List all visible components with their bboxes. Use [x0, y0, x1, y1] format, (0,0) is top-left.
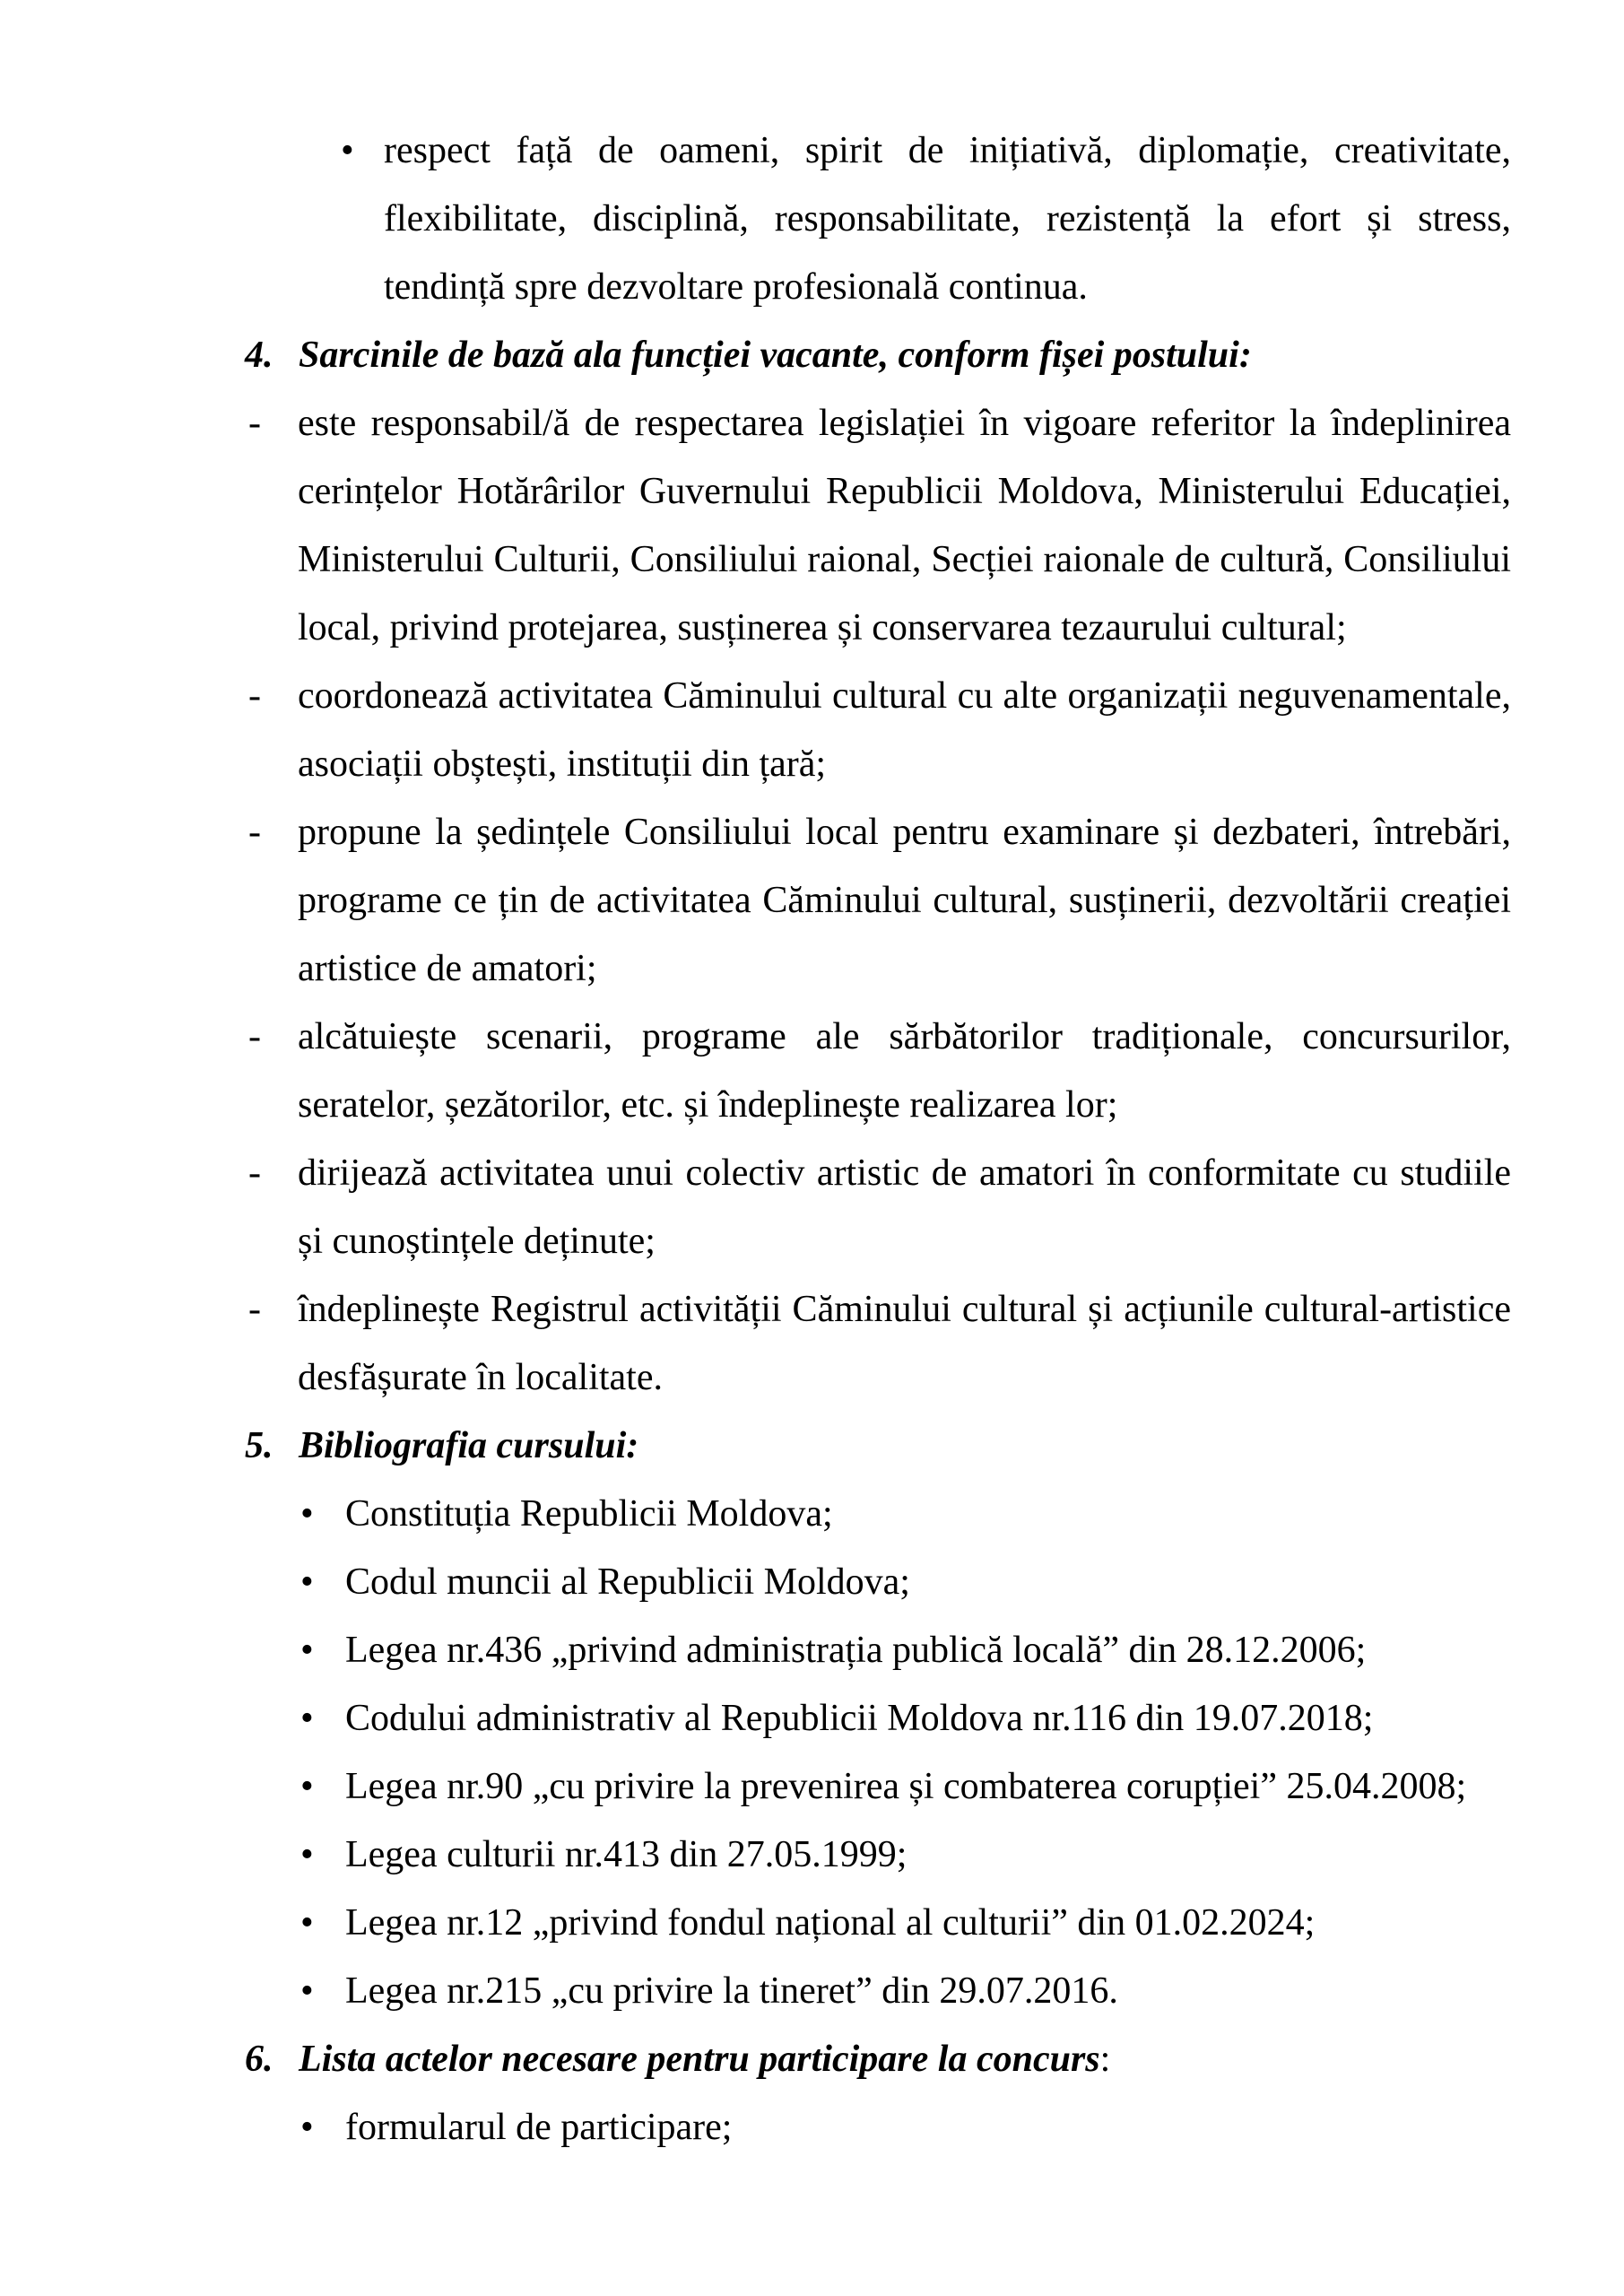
section-number: 6.: [245, 2039, 274, 2080]
list-item-text: Legea culturii nr.413 din 27.05.1999;: [345, 1834, 908, 1875]
section-number: 4.: [245, 335, 274, 376]
section-title: Lista actelor necesare pentru participare la concurs: [299, 2039, 1100, 2080]
list-item: [0, 1480, 1511, 1548]
list-item-text: Codului administrativ al Republicii Moldova nr.116 din 19.07.2018;: [345, 1698, 1374, 1739]
bullet-icon: •: [300, 1970, 314, 2012]
list-item-text: Codul muncii al Republicii Moldova;: [345, 1561, 910, 1603]
dash-icon: -: [248, 812, 261, 853]
section-number: 5.: [245, 1425, 274, 1466]
list-item: [0, 1275, 1511, 1412]
list-item: [0, 1003, 1511, 1139]
list-item-text: Legea nr.90 „cu privire la prevenirea și combaterea corupției” 25.04.2008;: [345, 1766, 1467, 1807]
list-item-text: îndeplinește Registrul activității Căminului cultural și acțiunile cultural-artistice desfășurate în localitate.: [298, 1289, 1511, 1398]
list-item: [0, 1616, 1511, 1684]
dash-icon: -: [248, 675, 261, 717]
list-item: [0, 2093, 1511, 2161]
list-item-text: propune la ședințele Consiliului local pentru examinare și dezbateri, întrebări, programe ce țin de activitatea Căminului cultural, susținerii, dezvoltării creației artistice de amatori;: [298, 812, 1511, 989]
bullet-icon: •: [341, 130, 354, 171]
list-item: [0, 1684, 1511, 1752]
bullet-icon: •: [300, 1630, 314, 1671]
list-item-text: alcătuiește scenarii, programe ale sărbătorilor tradiționale, concursurilor, seratelor, șezătorilor, etc. și îndeplinește realizarea lor;: [298, 1016, 1511, 1126]
list-item-text: dirijează activitatea unui colectiv artistic de amatori în conformitate cu studiile și cunoștințele deținute;: [298, 1152, 1511, 1262]
list-item: [0, 1821, 1511, 1889]
list-item: [0, 1139, 1511, 1275]
list-item-text: respect față de oameni, spirit de inițiativă, diplomație, creativitate, flexibilitate, disciplină, responsabilitate, rezistență la efort și stress, tendință spre dezvoltare profesională continua.: [384, 130, 1511, 308]
list-item: [0, 1752, 1511, 1821]
list-item: [0, 1548, 1511, 1616]
dash-icon: -: [248, 403, 261, 444]
dash-icon: -: [248, 1016, 261, 1057]
list-item-text: Constituția Republicii Moldova;: [345, 1493, 833, 1535]
bullet-icon: •: [300, 1561, 314, 1603]
list-item-text: Legea nr.215 „cu privire la tineret” din 29.07.2016.: [345, 1970, 1118, 2012]
dash-icon: -: [248, 1289, 261, 1330]
list-item-text: formularul de participare;: [345, 2107, 733, 2148]
list-item: [0, 117, 1511, 321]
bullet-icon: •: [300, 1902, 314, 1944]
section-title: Sarcinile de bază ala funcției vacante, conform fișei postului:: [299, 335, 1252, 376]
list-item-text: Legea nr.12 „privind fondul național al culturii” din 01.02.2024;: [345, 1902, 1316, 1944]
section-title-colon: :: [1099, 2039, 1111, 2080]
section-heading-4: [0, 321, 1511, 389]
bullet-icon: •: [300, 1766, 314, 1807]
dash-icon: -: [248, 1152, 261, 1194]
list-item: [0, 662, 1511, 798]
list-item-text: Legea nr.436 „privind administrația publică locală” din 28.12.2006;: [345, 1630, 1367, 1671]
list-item: [0, 389, 1511, 662]
bullet-icon: •: [300, 2107, 314, 2148]
bullet-icon: •: [300, 1698, 314, 1739]
bullet-icon: •: [300, 1834, 314, 1875]
list-item-text: este responsabil/ă de respectarea legislației în vigoare referitor la îndeplinirea cerințelor Hotărârilor Guvernului Republicii Moldova, Ministerului Educației, Ministerului Culturii, Consiliului raional, Secției raionale de cultură, Consiliului local, privind protejarea, susținerea și conservarea tezaurului cultural;: [298, 403, 1511, 648]
section-title: Bibliografia cursului:: [299, 1425, 639, 1466]
list-item: [0, 1889, 1511, 1957]
section-heading-5: [0, 1412, 1511, 1480]
bullet-icon: •: [300, 1493, 314, 1535]
list-item: [0, 1957, 1511, 2025]
section-heading-6: [0, 2025, 1511, 2093]
list-item-text: coordonează activitatea Căminului cultural cu alte organizații neguvenamentale, asociații obștești, instituții din țară;: [298, 675, 1511, 785]
list-item: [0, 798, 1511, 1003]
